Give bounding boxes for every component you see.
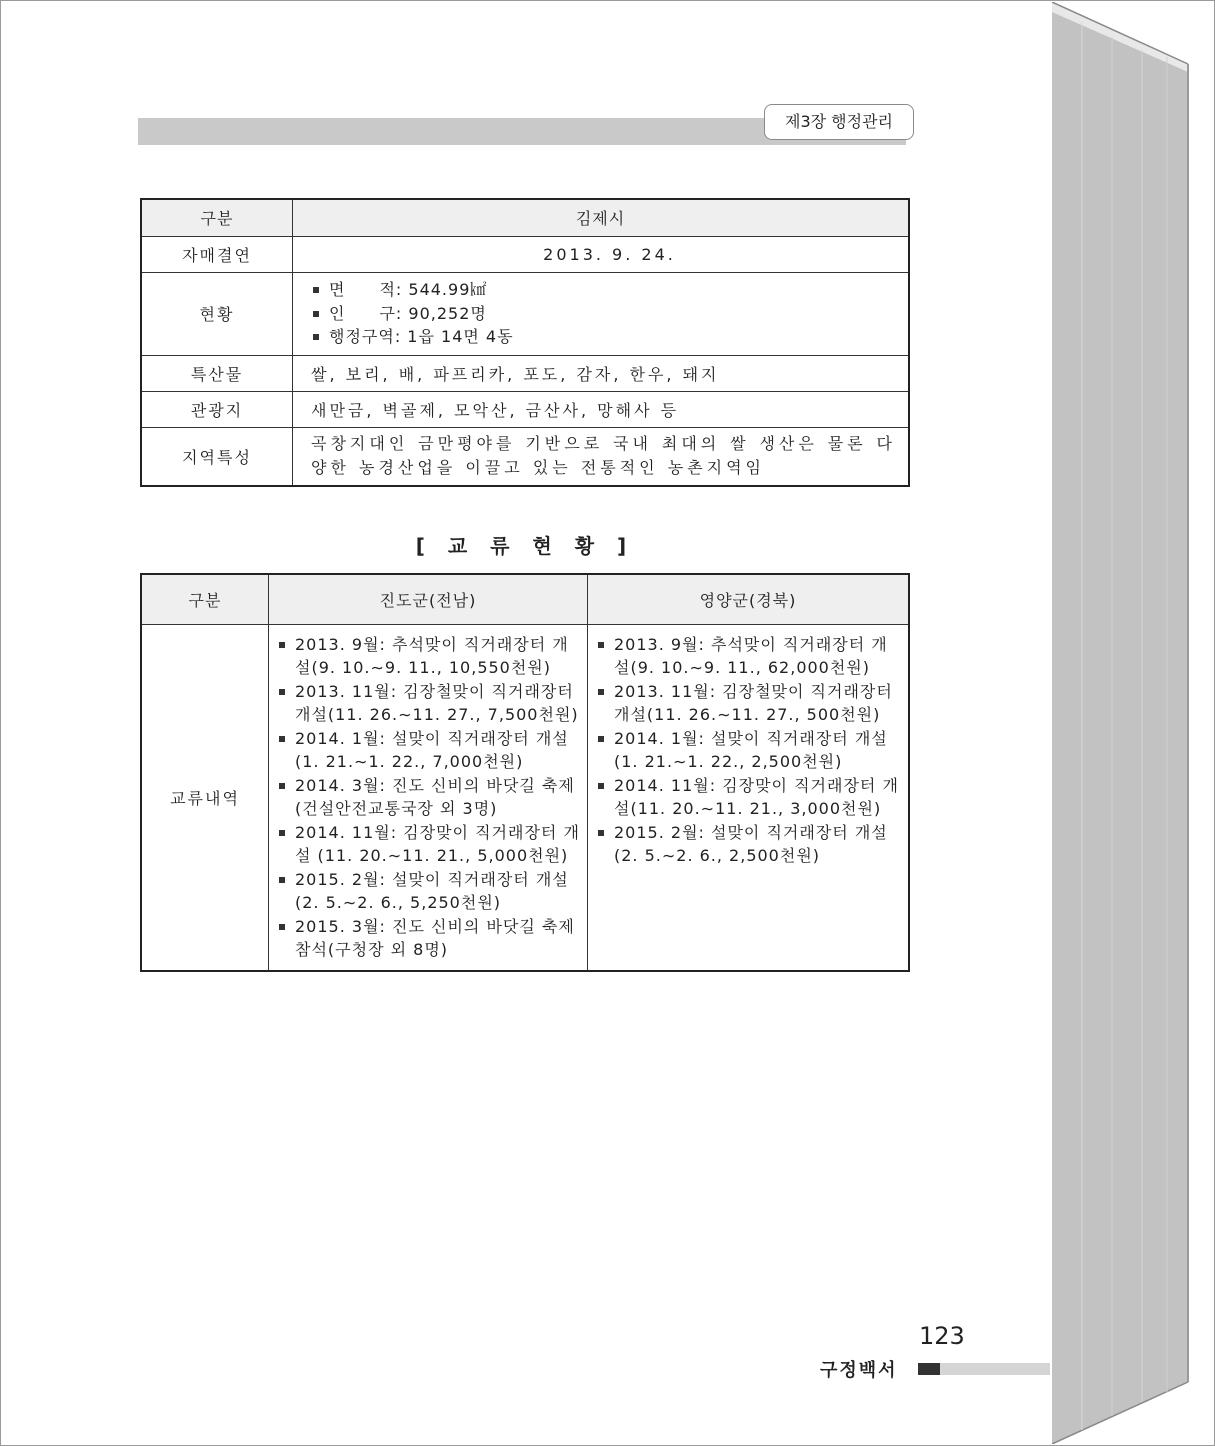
row-label: 특산물 — [141, 355, 293, 391]
yeongyang-list — [596, 633, 902, 868]
list-item: 2013. 11월: 김장철맞이 직거래장터 개설(11. 26.∼11. 27., 500천원) — [596, 680, 902, 727]
header-jindo: 진도군(전남) — [269, 574, 588, 624]
list-item: 2014. 11월: 김장맞이 직거래장터 개설(11. 20.∼11. 21., 3,000천원) — [596, 774, 902, 821]
table-row — [141, 236, 909, 272]
jindo-list — [277, 633, 581, 962]
section-title: [ 교 류 현 황 ] — [415, 534, 635, 558]
header-yeongyang: 영양군(경북) — [588, 574, 910, 624]
row-label: 지역특성 — [141, 427, 293, 486]
row-label: 교류내역 — [141, 624, 269, 971]
regional-value: 곡창지대인 금만평야를 기반으로 국내 최대의 쌀 생산은 물론 다양한 농경산업을 이끌고 있는 전통적인 농촌지역임 — [293, 427, 910, 486]
list-item: 2014. 11월: 김장맞이 직거래장터 개설 (11. 20.∼11. 21., 5,000천원) — [277, 821, 581, 868]
footer-bar — [918, 1363, 1050, 1375]
sister-date-value: 2013. 9. 24. — [293, 236, 910, 272]
chapter-tab: 제3장 행정관리 — [764, 104, 914, 140]
row-label: 자매결연 — [141, 236, 293, 272]
table-row — [141, 427, 909, 486]
tourism-value: 새만금, 벽골제, 모악산, 금산사, 망해사 등 — [293, 391, 910, 427]
list-item: 2014. 3월: 진도 신비의 바닷길 축제(건설안전교통국장 외 3명) — [277, 774, 581, 821]
row-label: 현황 — [141, 272, 293, 355]
yeongyang-cell — [588, 624, 910, 971]
list-item: 2015. 2월: 설맞이 직거래장터 개설(2. 5.∼2. 6., 2,500천원) — [596, 821, 902, 868]
list-item: 2015. 2월: 설맞이 직거래장터 개설(2. 5.∼2. 6., 5,250천원) — [277, 868, 581, 915]
list-item: 2013. 9월: 추석맞이 직거래장터 개설(9. 10.∼9. 11., 62,000천원) — [596, 633, 902, 680]
city-info-table — [140, 198, 910, 487]
table-header-row — [141, 574, 909, 624]
list-item: 인 구: 90,252명 — [311, 302, 908, 326]
list-item: 2015. 3월: 진도 신비의 바닷길 축제 참석(구청장 외 8명) — [277, 915, 581, 962]
list-item: 2013. 11월: 김장철맞이 직거래장터 개설(11. 26.∼11. 27., 7,500천원) — [277, 680, 581, 727]
list-item: 행정구역: 1읍 14면 4동 — [311, 325, 908, 349]
list-item: 2014. 1월: 설맞이 직거래장터 개설(1. 21.∼1. 22., 7,000천원) — [277, 727, 581, 774]
table-row — [141, 391, 909, 427]
table-row — [141, 624, 909, 971]
header-city: 김제시 — [293, 199, 910, 236]
header-category: 구분 — [141, 574, 269, 624]
page-edge-stack — [1052, 2, 1192, 1444]
exchange-table — [140, 573, 910, 972]
header-category: 구분 — [141, 199, 293, 236]
book-title: 구정백서 — [820, 1360, 898, 1381]
page-number: 123 — [919, 1322, 965, 1350]
specialty-value: 쌀, 보리, 배, 파프리카, 포도, 감자, 한우, 돼지 — [293, 355, 910, 391]
list-item: 2013. 9월: 추석맞이 직거래장터 개설(9. 10.∼9. 11., 10,550천원) — [277, 633, 581, 680]
table-header-row — [141, 199, 909, 236]
jindo-cell — [269, 624, 588, 971]
status-list-cell — [293, 272, 910, 355]
row-label: 관광지 — [141, 391, 293, 427]
list-item: 2014. 1월: 설맞이 직거래장터 개설(1. 21.∼1. 22., 2,500천원) — [596, 727, 902, 774]
footer-bar-accent — [918, 1363, 940, 1375]
status-list — [311, 278, 908, 349]
table-row — [141, 355, 909, 391]
list-item: 면 적: 544.99㎢ — [311, 278, 908, 302]
table-row — [141, 272, 909, 355]
